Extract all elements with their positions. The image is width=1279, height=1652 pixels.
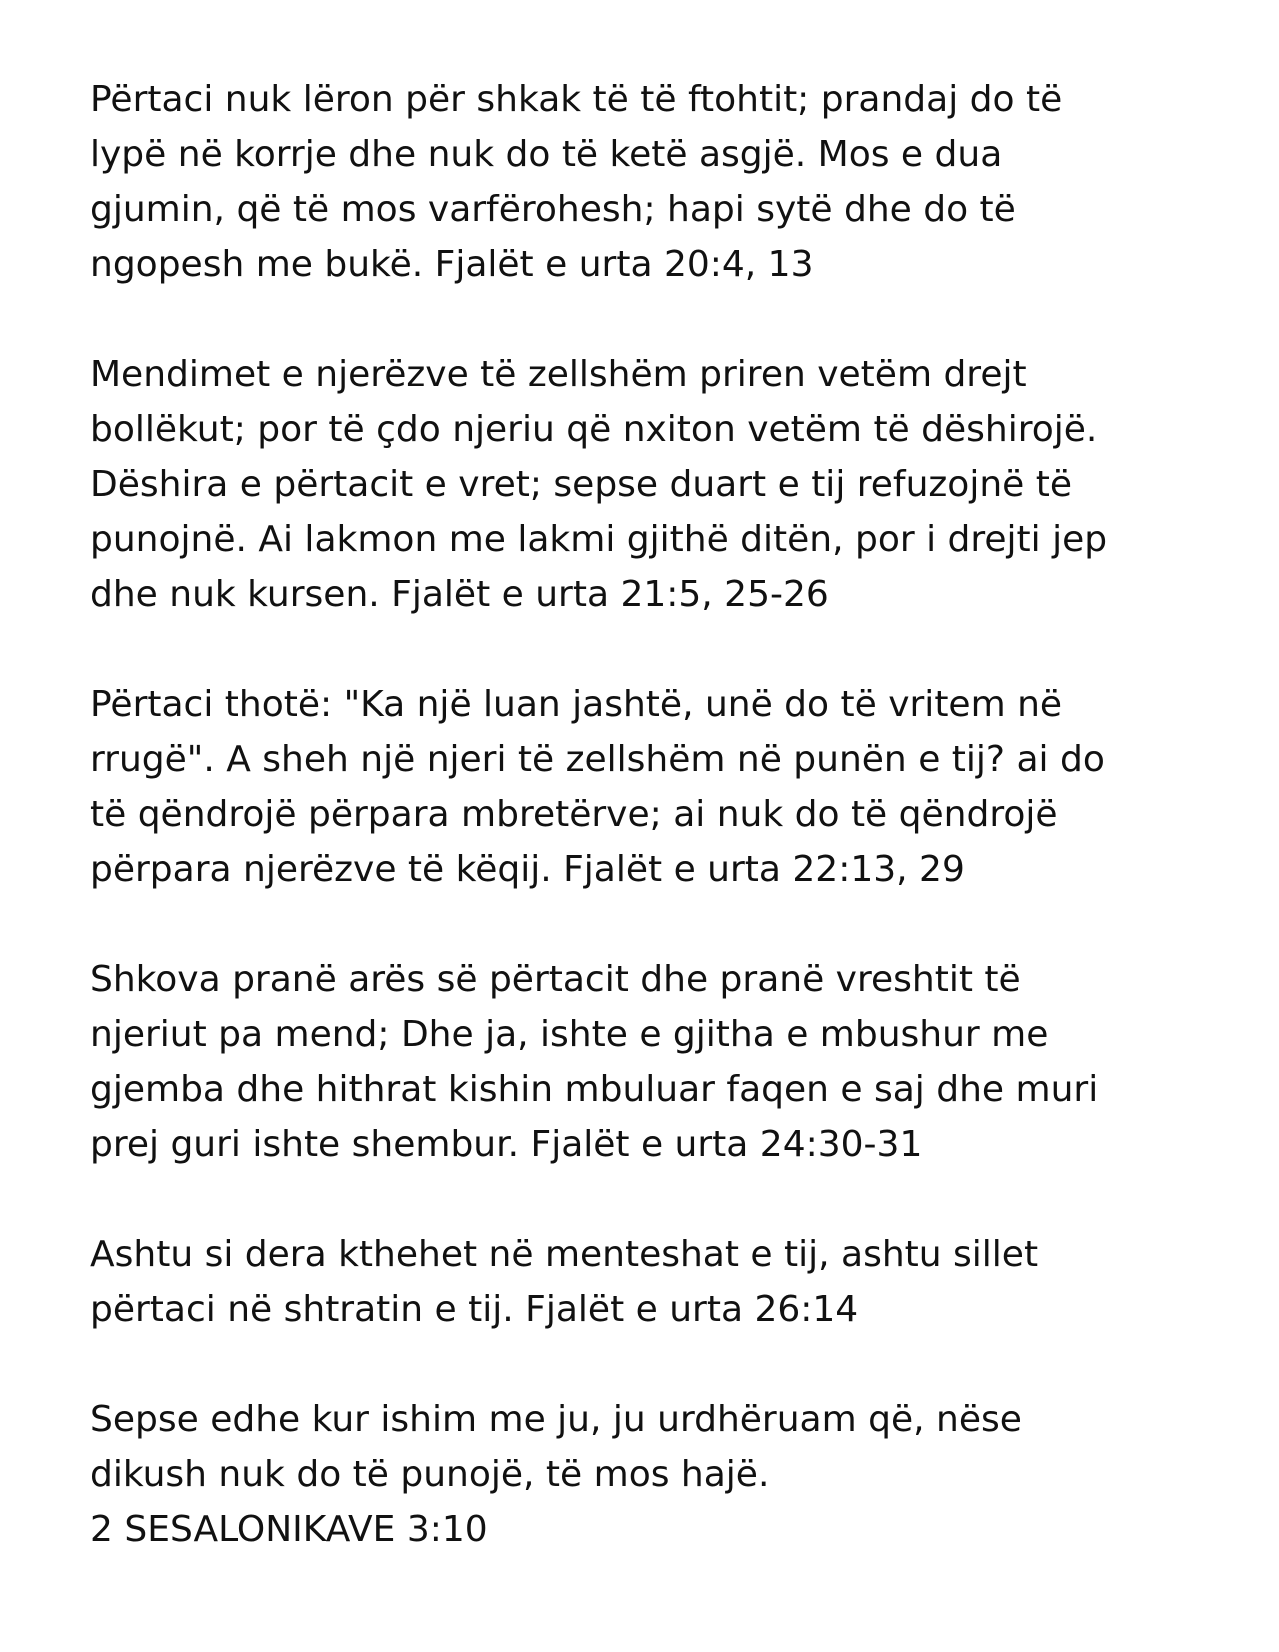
text-line: bollëkut; por të çdo njeriu që nxiton vetëm të dëshirojë. [90, 409, 1098, 450]
verse-paragraph-1 [90, 72, 1210, 292]
text-line: gjemba dhe hithrat kishin mbuluar faqen e saj dhe muri [90, 1069, 1099, 1110]
text-line: të qëndrojë përpara mbretërve; ai nuk do të qëndrojë [90, 794, 1058, 835]
text-line: punojnë. Ai lakmon me lakmi gjithë ditën, por i drejti jep [90, 519, 1108, 560]
verse-paragraph-5 [90, 1227, 1210, 1337]
verse-reference: 2 SESALONIKAVE 3:10 [90, 1509, 488, 1550]
text-line: dhe nuk kursen. Fjalët e urta 21:5, 25-26 [90, 574, 829, 615]
verse-paragraph-2 [90, 347, 1210, 622]
text-line: përpara njerëzve të këqij. Fjalët e urta 22:13, 29 [90, 849, 965, 890]
text-line: Dëshira e përtacit e vret; sepse duart e tij refuzojnë të [90, 464, 1073, 505]
text-line: Ashtu si dera kthehet në menteshat e tij, ashtu sillet [90, 1234, 1039, 1275]
text-line: prej guri ishte shembur. Fjalët e urta 24:30-31 [90, 1124, 923, 1165]
text-line: përtaci në shtratin e tij. Fjalët e urta 26:14 [90, 1289, 859, 1330]
text-line: lypë në korrje dhe nuk do të ketë asgjë. Mos e dua [90, 134, 1003, 175]
verse-paragraph-4 [90, 952, 1210, 1172]
text-line: njeriut pa mend; Dhe ja, ishte e gjitha e mbushur me [90, 1014, 1049, 1055]
text-line: ngopesh me bukë. Fjalët e urta 20:4, 13 [90, 244, 814, 285]
text-line: Përtaci thotë: "Ka një luan jashtë, unë do të vritem në [90, 684, 1063, 725]
text-line: Shkova pranë arës së përtacit dhe pranë vreshtit të [90, 959, 1021, 1000]
text-line: rrugë". A sheh një njeri të zellshëm në punën e tij? ai do [90, 739, 1105, 780]
verse-paragraph-6 [90, 1392, 1210, 1557]
document-page [90, 72, 1210, 1557]
verse-paragraph-3 [90, 677, 1210, 897]
text-line: Sepse edhe kur ishim me ju, ju urdhëruam që, nëse [90, 1399, 1022, 1440]
text-line: gjumin, që të mos varfërohesh; hapi sytë dhe do të [90, 189, 1016, 230]
text-line: Mendimet e njerëzve të zellshëm priren vetëm drejt [90, 354, 1027, 395]
text-line: dikush nuk do të punojë, të mos hajë. [90, 1454, 770, 1495]
text-line: Përtaci nuk lëron për shkak të të ftohtit; prandaj do të [90, 79, 1063, 120]
